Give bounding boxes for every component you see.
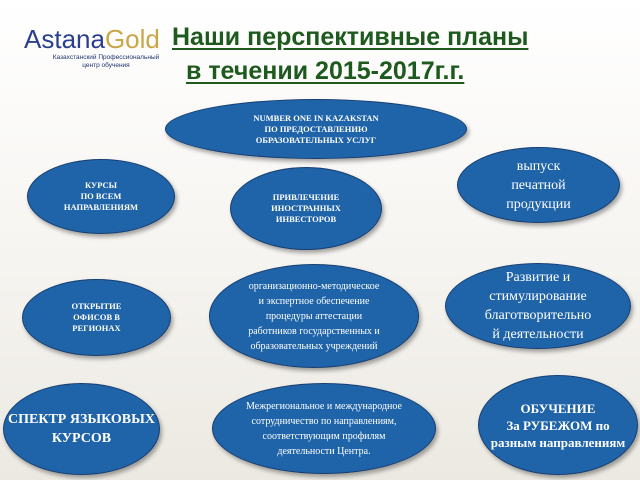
node-text: выпуск bbox=[516, 158, 561, 174]
node-text: благотворительно bbox=[484, 308, 592, 323]
node-text: Развитие и bbox=[505, 270, 571, 285]
node-text: разным направлениям bbox=[490, 434, 626, 450]
node-text: сотрудничество по направлениям, bbox=[251, 415, 397, 427]
node-text: печатной bbox=[511, 177, 566, 193]
node-text: ПО ВСЕМ bbox=[80, 191, 122, 201]
node-text: ОТКРЫТИЕ bbox=[71, 301, 122, 311]
node-text: ПО ПРЕДОСТАВЛЕНИЮ bbox=[264, 123, 368, 134]
node-text: продукции bbox=[506, 196, 571, 212]
node-text: деятельности Центра. bbox=[277, 445, 371, 457]
node-text: и экспертное обеспечение bbox=[258, 295, 370, 307]
node-text: ОФИСОВ В bbox=[73, 312, 120, 322]
node-text: ИНОСТРАННЫХ bbox=[271, 203, 341, 213]
logo-subtitle-line: центр обучения bbox=[82, 62, 130, 69]
astana-gold-logo bbox=[24, 24, 174, 68]
node-print bbox=[457, 147, 620, 223]
node-text: РЕГИОНАХ bbox=[72, 323, 121, 333]
page-title bbox=[172, 20, 632, 88]
node-text: ОБУЧЕНИЕ bbox=[520, 400, 596, 416]
node-courses bbox=[27, 159, 175, 234]
node-text: НАПРАВЛЕНИЯМ bbox=[63, 202, 139, 212]
title-line-2: в течении 2015-2017г.г. bbox=[186, 57, 465, 85]
node-text: организационно-методическое bbox=[248, 280, 380, 292]
node-text: За РУБЕЖОМ по bbox=[506, 417, 610, 433]
node-text: процедуры аттестации bbox=[265, 310, 363, 322]
node-text: КУРСОВ bbox=[51, 431, 112, 446]
node-text: соответствующим профилям bbox=[262, 430, 386, 442]
node-text: работников государственных и bbox=[248, 325, 380, 337]
node-text: Межрегиональное и международное bbox=[246, 400, 402, 412]
node-text: ПРИВЛЕЧЕНИЕ bbox=[272, 192, 340, 202]
logo-brand-main: Astana bbox=[24, 24, 105, 54]
node-text: образовательных учреждений bbox=[250, 340, 378, 352]
logo-brand-accent: Gold bbox=[104, 24, 160, 54]
node-text: стимулирование bbox=[489, 289, 587, 304]
title-line-1: Наши перспективные планы bbox=[172, 23, 529, 51]
node-investors bbox=[230, 167, 382, 250]
node-methodology bbox=[209, 264, 419, 368]
node-text: NUMBER ONE IN KAZAKSTAN bbox=[253, 112, 379, 123]
node-offices bbox=[22, 279, 171, 356]
node-charity bbox=[445, 263, 631, 349]
logo-subtitle-line: Казахстанский Профессиональный bbox=[52, 54, 160, 61]
node-cooperation bbox=[212, 383, 436, 474]
logo-wordmark bbox=[24, 24, 160, 54]
node-languages bbox=[3, 383, 160, 475]
node-text: й деятельности bbox=[492, 327, 584, 342]
node-abroad bbox=[478, 375, 638, 475]
logo-subtitle bbox=[38, 54, 174, 70]
node-number-one bbox=[165, 99, 467, 159]
node-text: КУРСЫ bbox=[84, 180, 117, 190]
node-text: ОБРАЗОВАТЕЛЬНЫХ УСЛУГ bbox=[255, 134, 377, 145]
node-text: ИНВЕСТОРОВ bbox=[275, 214, 337, 224]
node-text: СПЕКТР ЯЗЫКОВЫХ bbox=[7, 412, 155, 427]
